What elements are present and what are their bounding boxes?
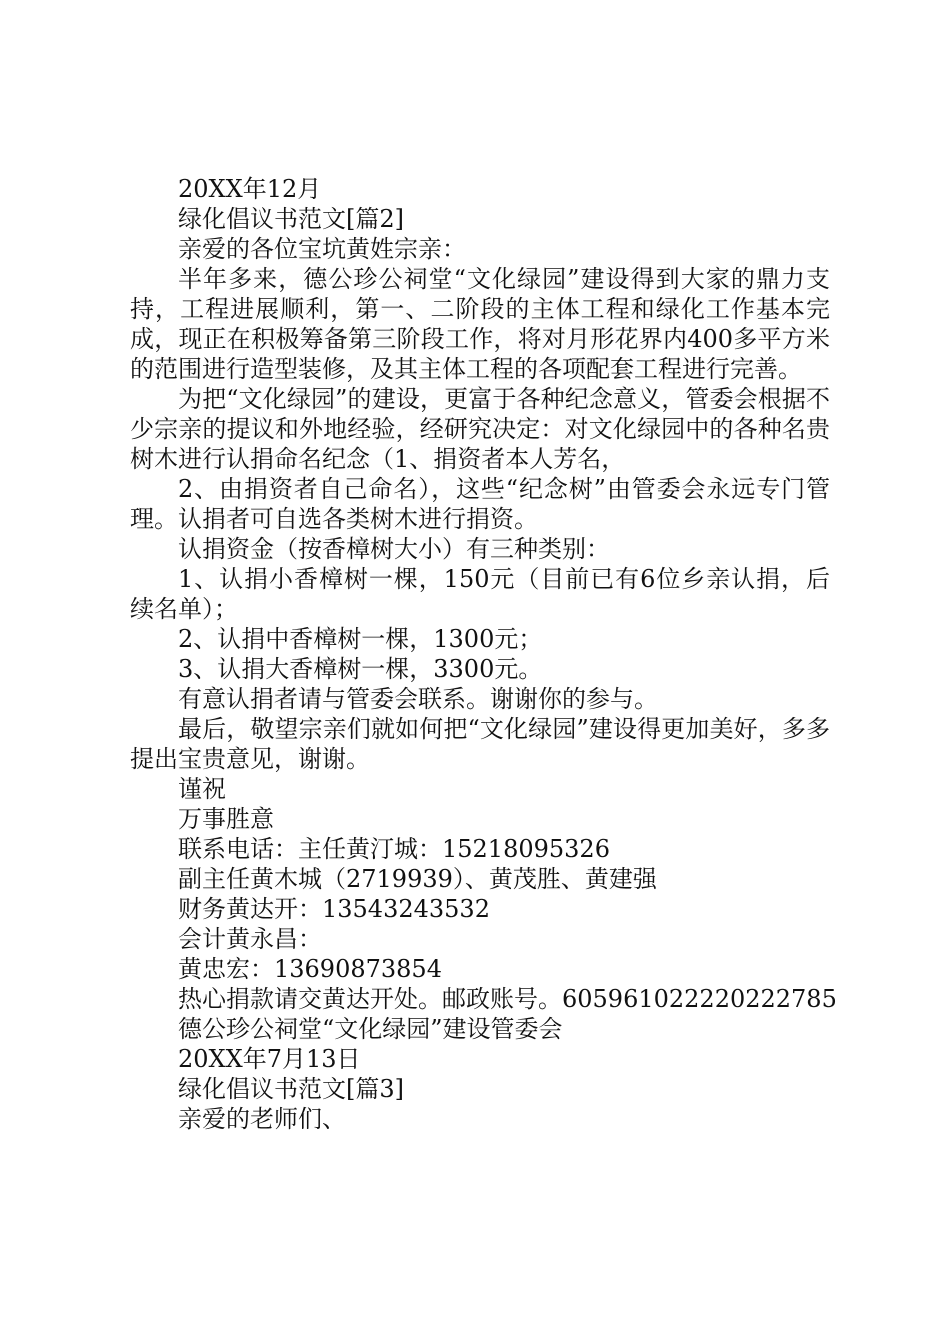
donation-item-3: 3、认捐大香樟树一棵，3300元。	[178, 655, 543, 683]
contact-accountant: 会计黄永昌：	[178, 925, 322, 953]
donation-item-2: 2、认捐中香樟树一棵，1300元；	[178, 625, 543, 653]
regards: 谨祝	[178, 775, 226, 803]
donation-categories-heading: 认捐资金（按香樟树大小）有三种类别：	[178, 535, 610, 563]
salutation: 亲爱的各位宝坑黄姓宗亲：	[178, 235, 466, 263]
paragraph-3: 2、由捐资者自己命名），这些“纪念树”由管委会永远专门管理。认捐者可自选各类树木进行捐资。	[130, 475, 830, 533]
wish: 万事胜意	[178, 805, 274, 833]
contact-finance: 财务黄达开：13543243532	[178, 895, 490, 923]
signature-committee: 德公珍公祠堂“文化绿园”建设管委会	[178, 1015, 563, 1043]
paragraph-1: 半年多来，德公珍公祠堂“文化绿园”建设得到大家的鼎力支持，工程进展顺利，第一、二阶段的主体工程和绿化工作基本完成，现正在积极筹备第三阶段工作，将对月形花界内400多平方米的范围进行造型装修，及其主体工程的各项配套工程进行完善。	[130, 265, 830, 383]
section-title: 绿化倡议书范文[篇2]	[178, 205, 404, 233]
closing-paragraph: 最后，敬望宗亲们就如何把“文化绿园”建设得更加美好，多多提出宝贵意见，谢谢。	[130, 715, 830, 773]
signature-date: 20XX年7月13日	[178, 1045, 361, 1073]
document-body	[130, 174, 837, 1134]
contact-other: 黄忠宏：13690873854	[178, 955, 442, 983]
salutation-3: 亲爱的老师们、	[178, 1105, 346, 1133]
date-line: 20XX年12月	[178, 175, 322, 203]
paragraph-2: 为把“文化绿园”的建设，更富于各种纪念意义，管委会根据不少宗亲的提议和外地经验，经研究决定：对文化绿园中的各种名贵树木进行认捐命名纪念（1、捐资者本人芳名，	[130, 385, 830, 473]
section-title-3: 绿化倡议书范文[篇3]	[178, 1075, 404, 1103]
donation-item-1: 1、认捐小香樟树一棵，150元（目前已有6位乡亲认捐，后续名单）；	[130, 565, 830, 623]
contact-note: 有意认捐者请与管委会联系。谢谢你的参与。	[178, 685, 658, 713]
contact-director: 联系电话：主任黄汀城：15218095326	[178, 835, 610, 863]
contact-deputies: 副主任黄木城（2719939）、黄茂胜、黄建强	[178, 865, 657, 893]
donation-account: 热心捐款请交黄达开处。邮政账号。605961022220222785	[178, 985, 837, 1013]
